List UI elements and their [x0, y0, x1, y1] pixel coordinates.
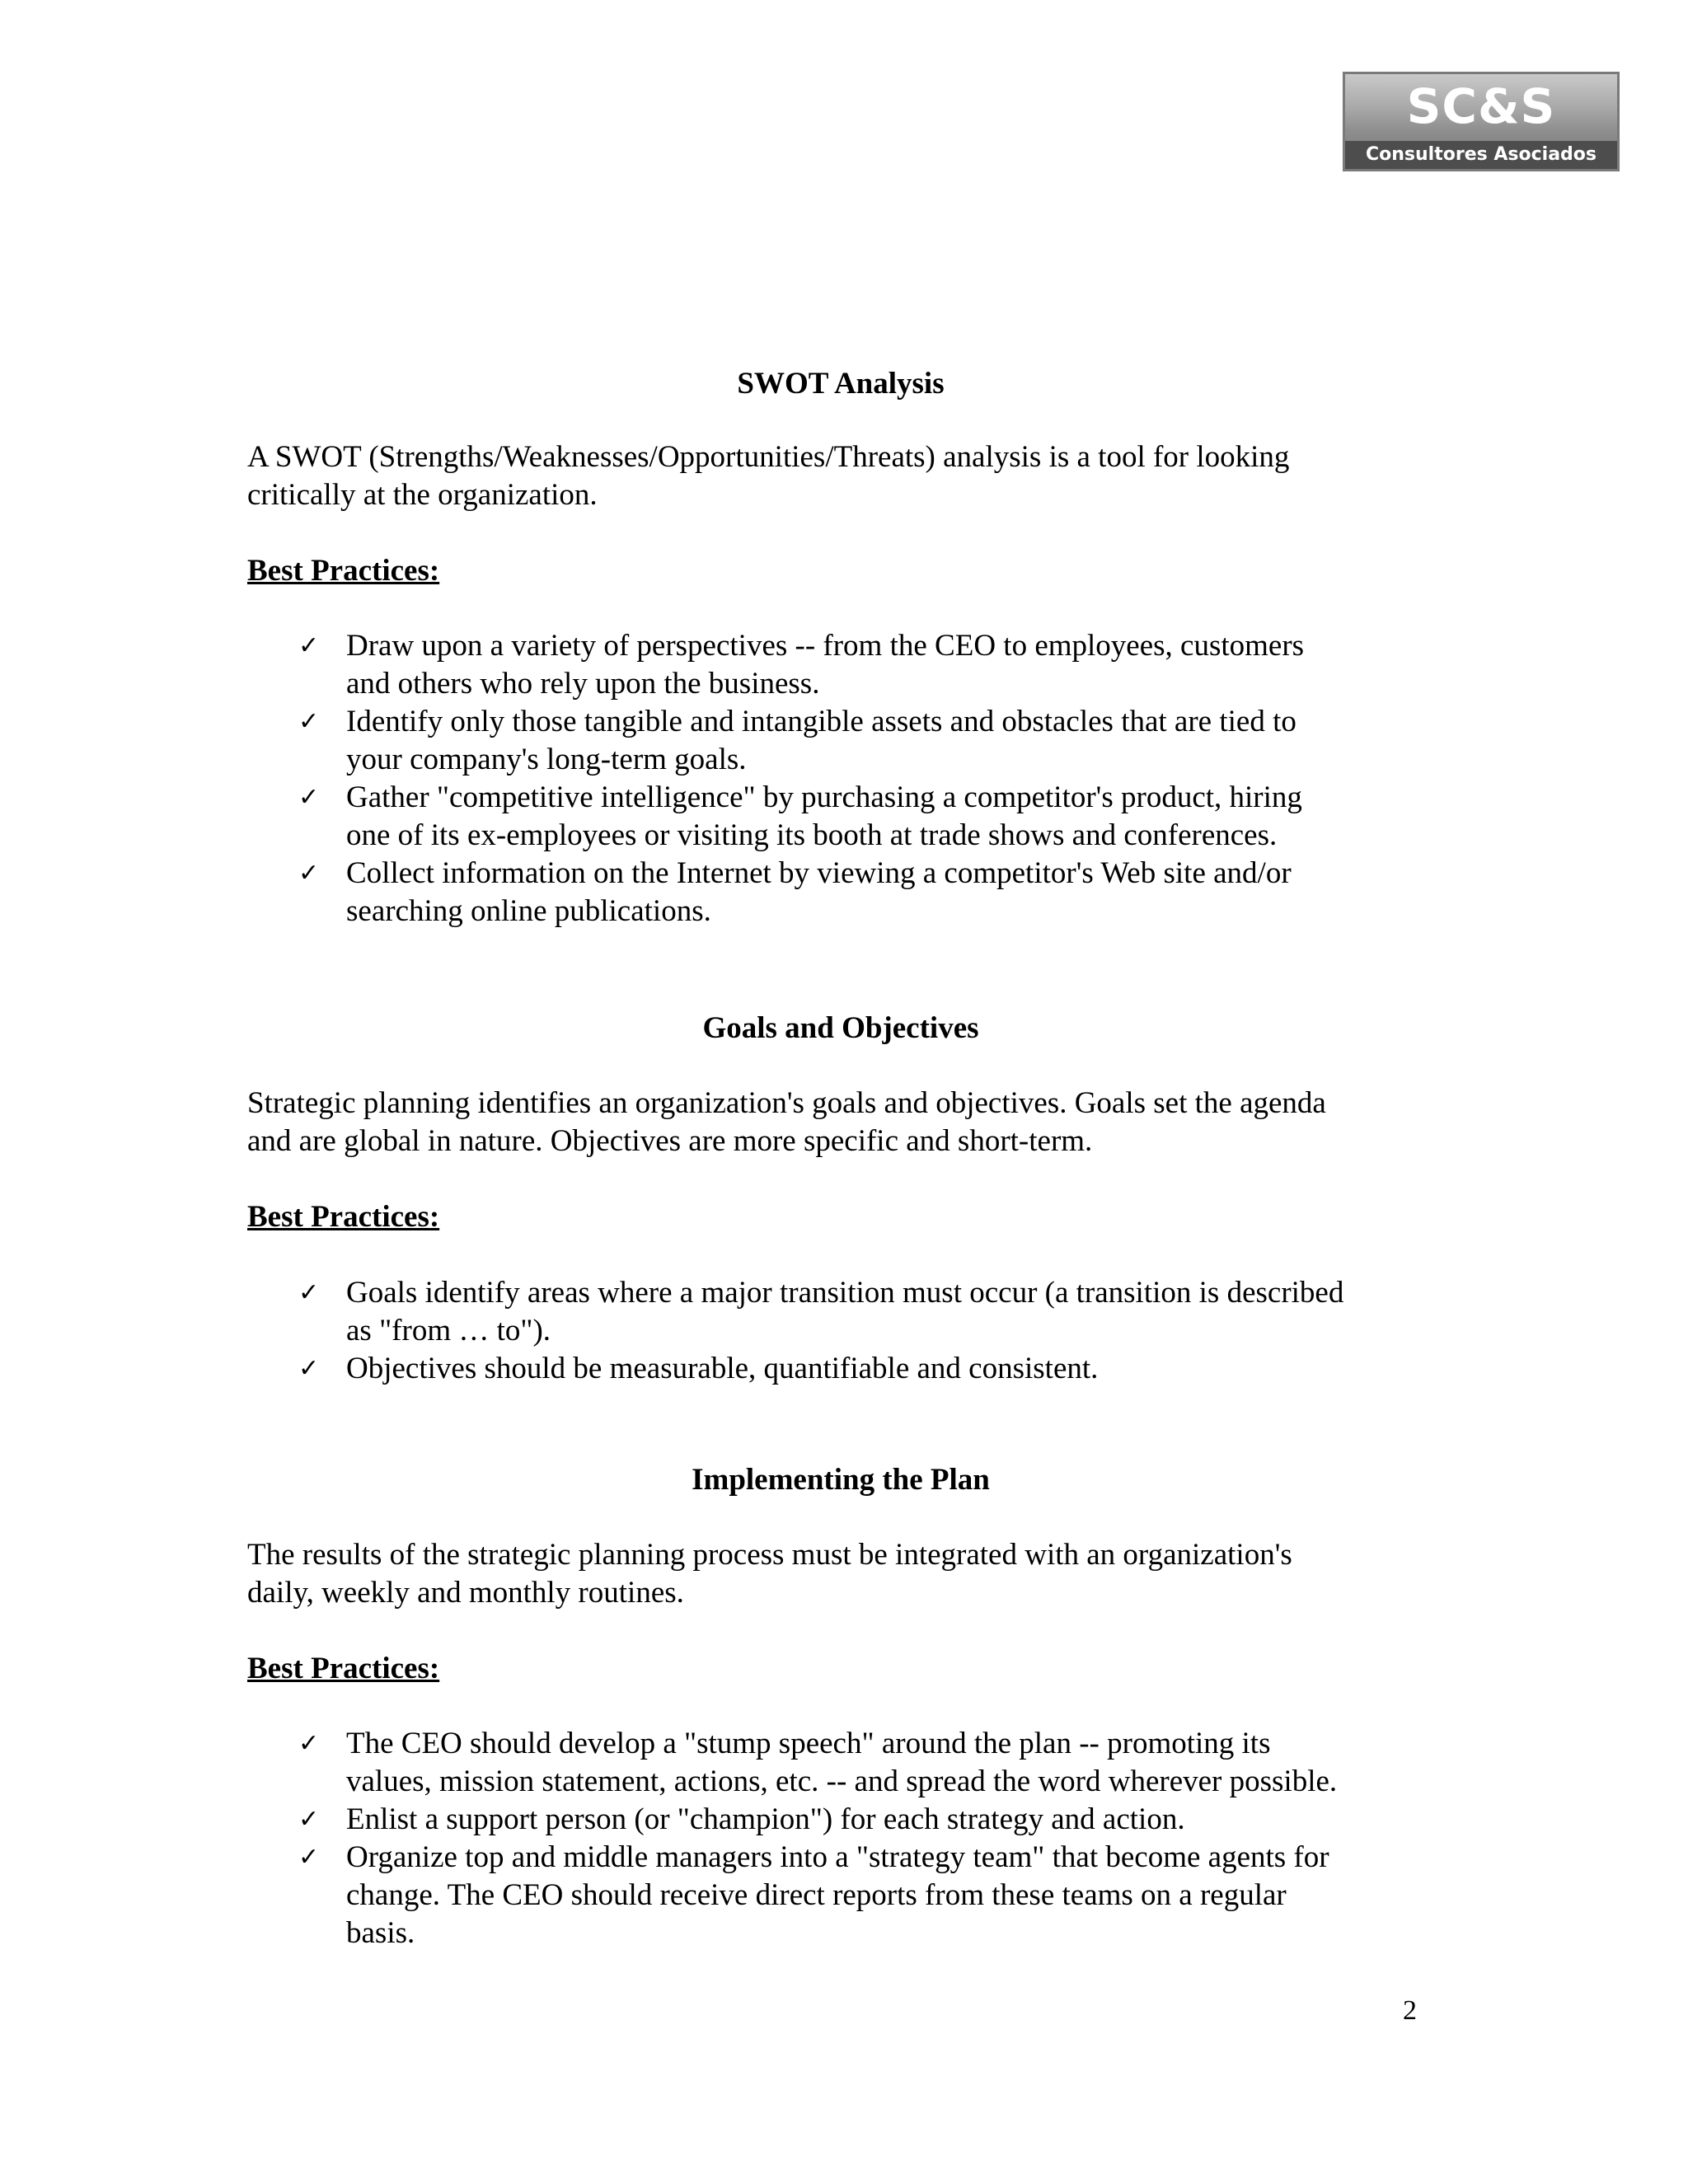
checkmark-icon: ✓ — [298, 1729, 320, 1758]
implementing-intro — [247, 1536, 1434, 1612]
goals-best-practices-list — [297, 1274, 1451, 1388]
goals-title: Goals and Objectives — [702, 1011, 979, 1045]
list-item: ✓ Organize top and middle managers into a "strategy team" that become agents for change. The CEO should receive direct reports from these teams on a regular basis. — [298, 1840, 1329, 1950]
checkmark-icon: ✓ — [298, 707, 320, 736]
checkmark-icon: ✓ — [298, 1278, 320, 1307]
swot-intro-line1: A SWOT (Strengths/Weaknesses/Opportunities/Threats) analysis is a tool for looking — [247, 440, 1290, 474]
company-logo — [1343, 72, 1620, 171]
list-item: ✓ Enlist a support person (or "champion") for each strategy and action. — [297, 1801, 1451, 1839]
goals-intro-line2: and are global in nature. Objectives are more specific and short-term. — [247, 1124, 1093, 1158]
goals-intro-line1: Strategic planning identifies an organization's goals and objectives. Goals set the agenda — [247, 1086, 1326, 1120]
checkmark-icon: ✓ — [298, 859, 320, 888]
implementing-intro-line2: daily, weekly and monthly routines. — [247, 1576, 684, 1610]
list-item: ✓ Collect information on the Internet by viewing a competitor's Web site and/or searching online publications. — [298, 856, 1292, 928]
swot-best-practices-list — [297, 627, 1451, 930]
list-item: ✓ Draw upon a variety of perspectives -- from the CEO to employees, customers and others who rely upon the business. — [298, 629, 1305, 701]
swot-intro — [247, 438, 1434, 514]
list-item: ✓ Objectives should be measurable, quantifiable and consistent. — [297, 1350, 1451, 1388]
checkmark-icon: ✓ — [298, 783, 320, 812]
list-item: ✓ Goals identify areas where a major transition must occur (a transition is described as "from … to"). — [298, 1276, 1344, 1347]
goals-intro — [247, 1085, 1434, 1160]
swot-best-practices-label: Best Practices: — [247, 554, 440, 588]
logo-main-text: SC&S — [1406, 78, 1556, 134]
list-item: ✓ Identify only those tangible and intangible assets and obstacles that are tied to your company's long-term goals. — [298, 705, 1296, 776]
checkmark-icon: ✓ — [298, 1843, 320, 1872]
implementing-intro-line1: The results of the strategic planning process must be integrated with an organization's — [247, 1538, 1292, 1572]
checkmark-icon: ✓ — [298, 1354, 320, 1383]
goals-best-practices-label: Best Practices: — [247, 1200, 440, 1234]
logo-subtitle: Consultores Asociados — [1345, 141, 1617, 169]
implementing-best-practices-list — [297, 1725, 1451, 1952]
checkmark-icon: ✓ — [298, 1805, 320, 1834]
implementing-best-practices-label: Best Practices: — [247, 1652, 440, 1685]
swot-title: SWOT Analysis — [737, 367, 945, 401]
swot-intro-line2: critically at the organization. — [247, 478, 598, 512]
page-number: 2 — [1403, 1995, 1417, 2026]
list-item: ✓ Gather "competitive intelligence" by purchasing a competitor's product, hiring one of its ex-employees or visiting its booth at trade shows and conferences. — [298, 780, 1302, 852]
implementing-title: Implementing the Plan — [692, 1463, 990, 1497]
list-item: ✓ The CEO should develop a "stump speech" around the plan -- promoting its values, mission statement, actions, etc. -- and spread the word wherever possible. — [298, 1727, 1338, 1798]
checkmark-icon: ✓ — [298, 631, 320, 660]
